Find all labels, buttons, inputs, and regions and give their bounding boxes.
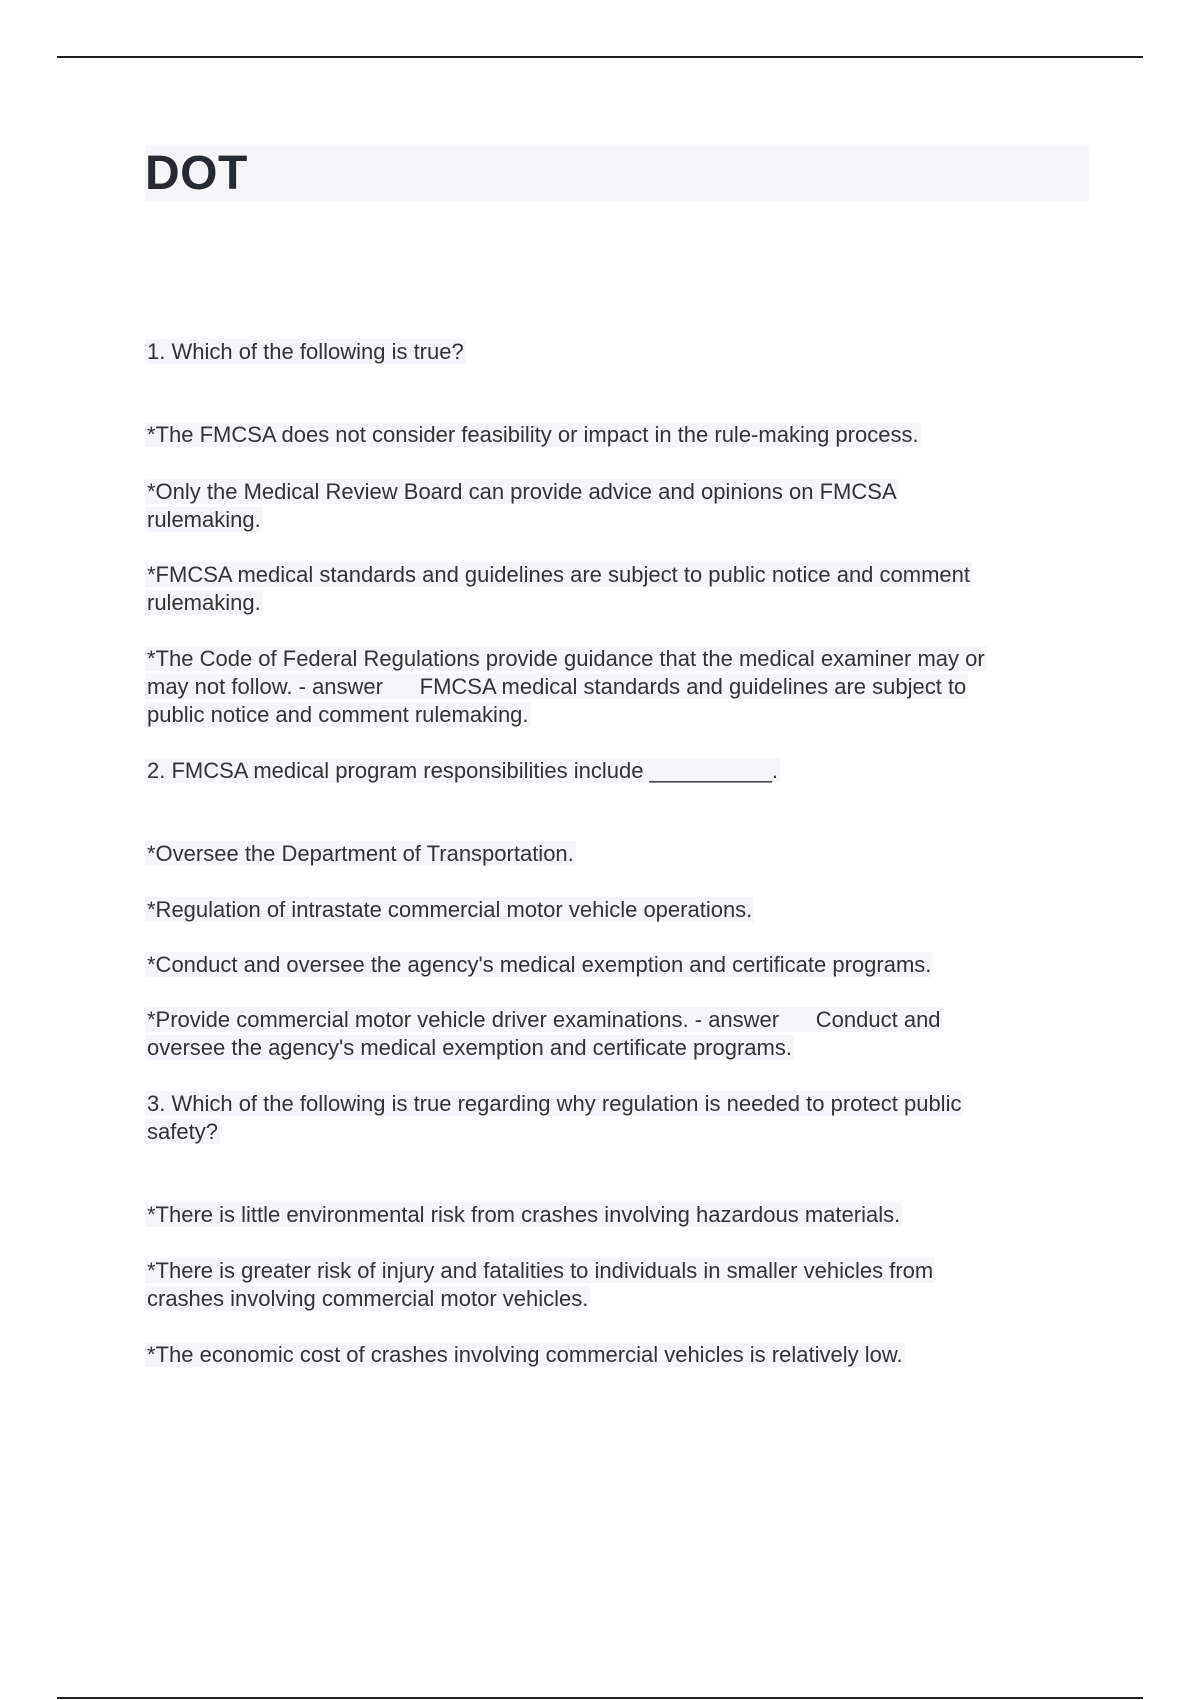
bottom-divider [57, 1697, 1143, 1699]
q3-option-2: *There is greater risk of injury and fatalities to individuals in smaller vehicles from crashes involving commercial motor vehicles. [147, 1258, 934, 1311]
q2-option-3: *Conduct and oversee the agency's medical exemption and certificate programs. [147, 952, 932, 977]
q1-option-3: *FMCSA medical standards and guidelines are subject to public notice and comment rulemaking. [147, 562, 971, 615]
q1-option-4-answer: *The Code of Federal Regulations provide guidance that the medical examiner may or may not follow. - answer FMCSA medical standards and guidelines are subject to public notice and comment rulemaking. [147, 646, 985, 727]
q2-option-1: *Oversee the Department of Transportation. [147, 841, 574, 866]
q1-option-2: *Only the Medical Review Board can provide advice and opinions on FMCSA rulemaking. [147, 479, 897, 532]
document-title: DOT [145, 147, 248, 200]
q3-option-1: *There is little environmental risk from crashes involving hazardous materials. [147, 1202, 901, 1227]
question-2: 2. FMCSA medical program responsibilities include __________. [147, 758, 779, 783]
question-1: 1. Which of the following is true? [147, 339, 464, 364]
question-3: 3. Which of the following is true regarding why regulation is needed to protect public safety? [147, 1091, 962, 1144]
q3-option-3: *The economic cost of crashes involving commercial vehicles is relatively low. [147, 1342, 903, 1367]
q2-option-4-answer: *Provide commercial motor vehicle driver examinations. - answer Conduct and oversee the agency's medical exemption and certificate programs. [147, 1007, 941, 1060]
q2-option-2: *Regulation of intrastate commercial motor vehicle operations. [147, 897, 753, 922]
q1-option-1: *The FMCSA does not consider feasibility or impact in the rule-making process. [147, 422, 919, 447]
title-highlight [145, 146, 1089, 202]
top-divider [57, 56, 1143, 58]
